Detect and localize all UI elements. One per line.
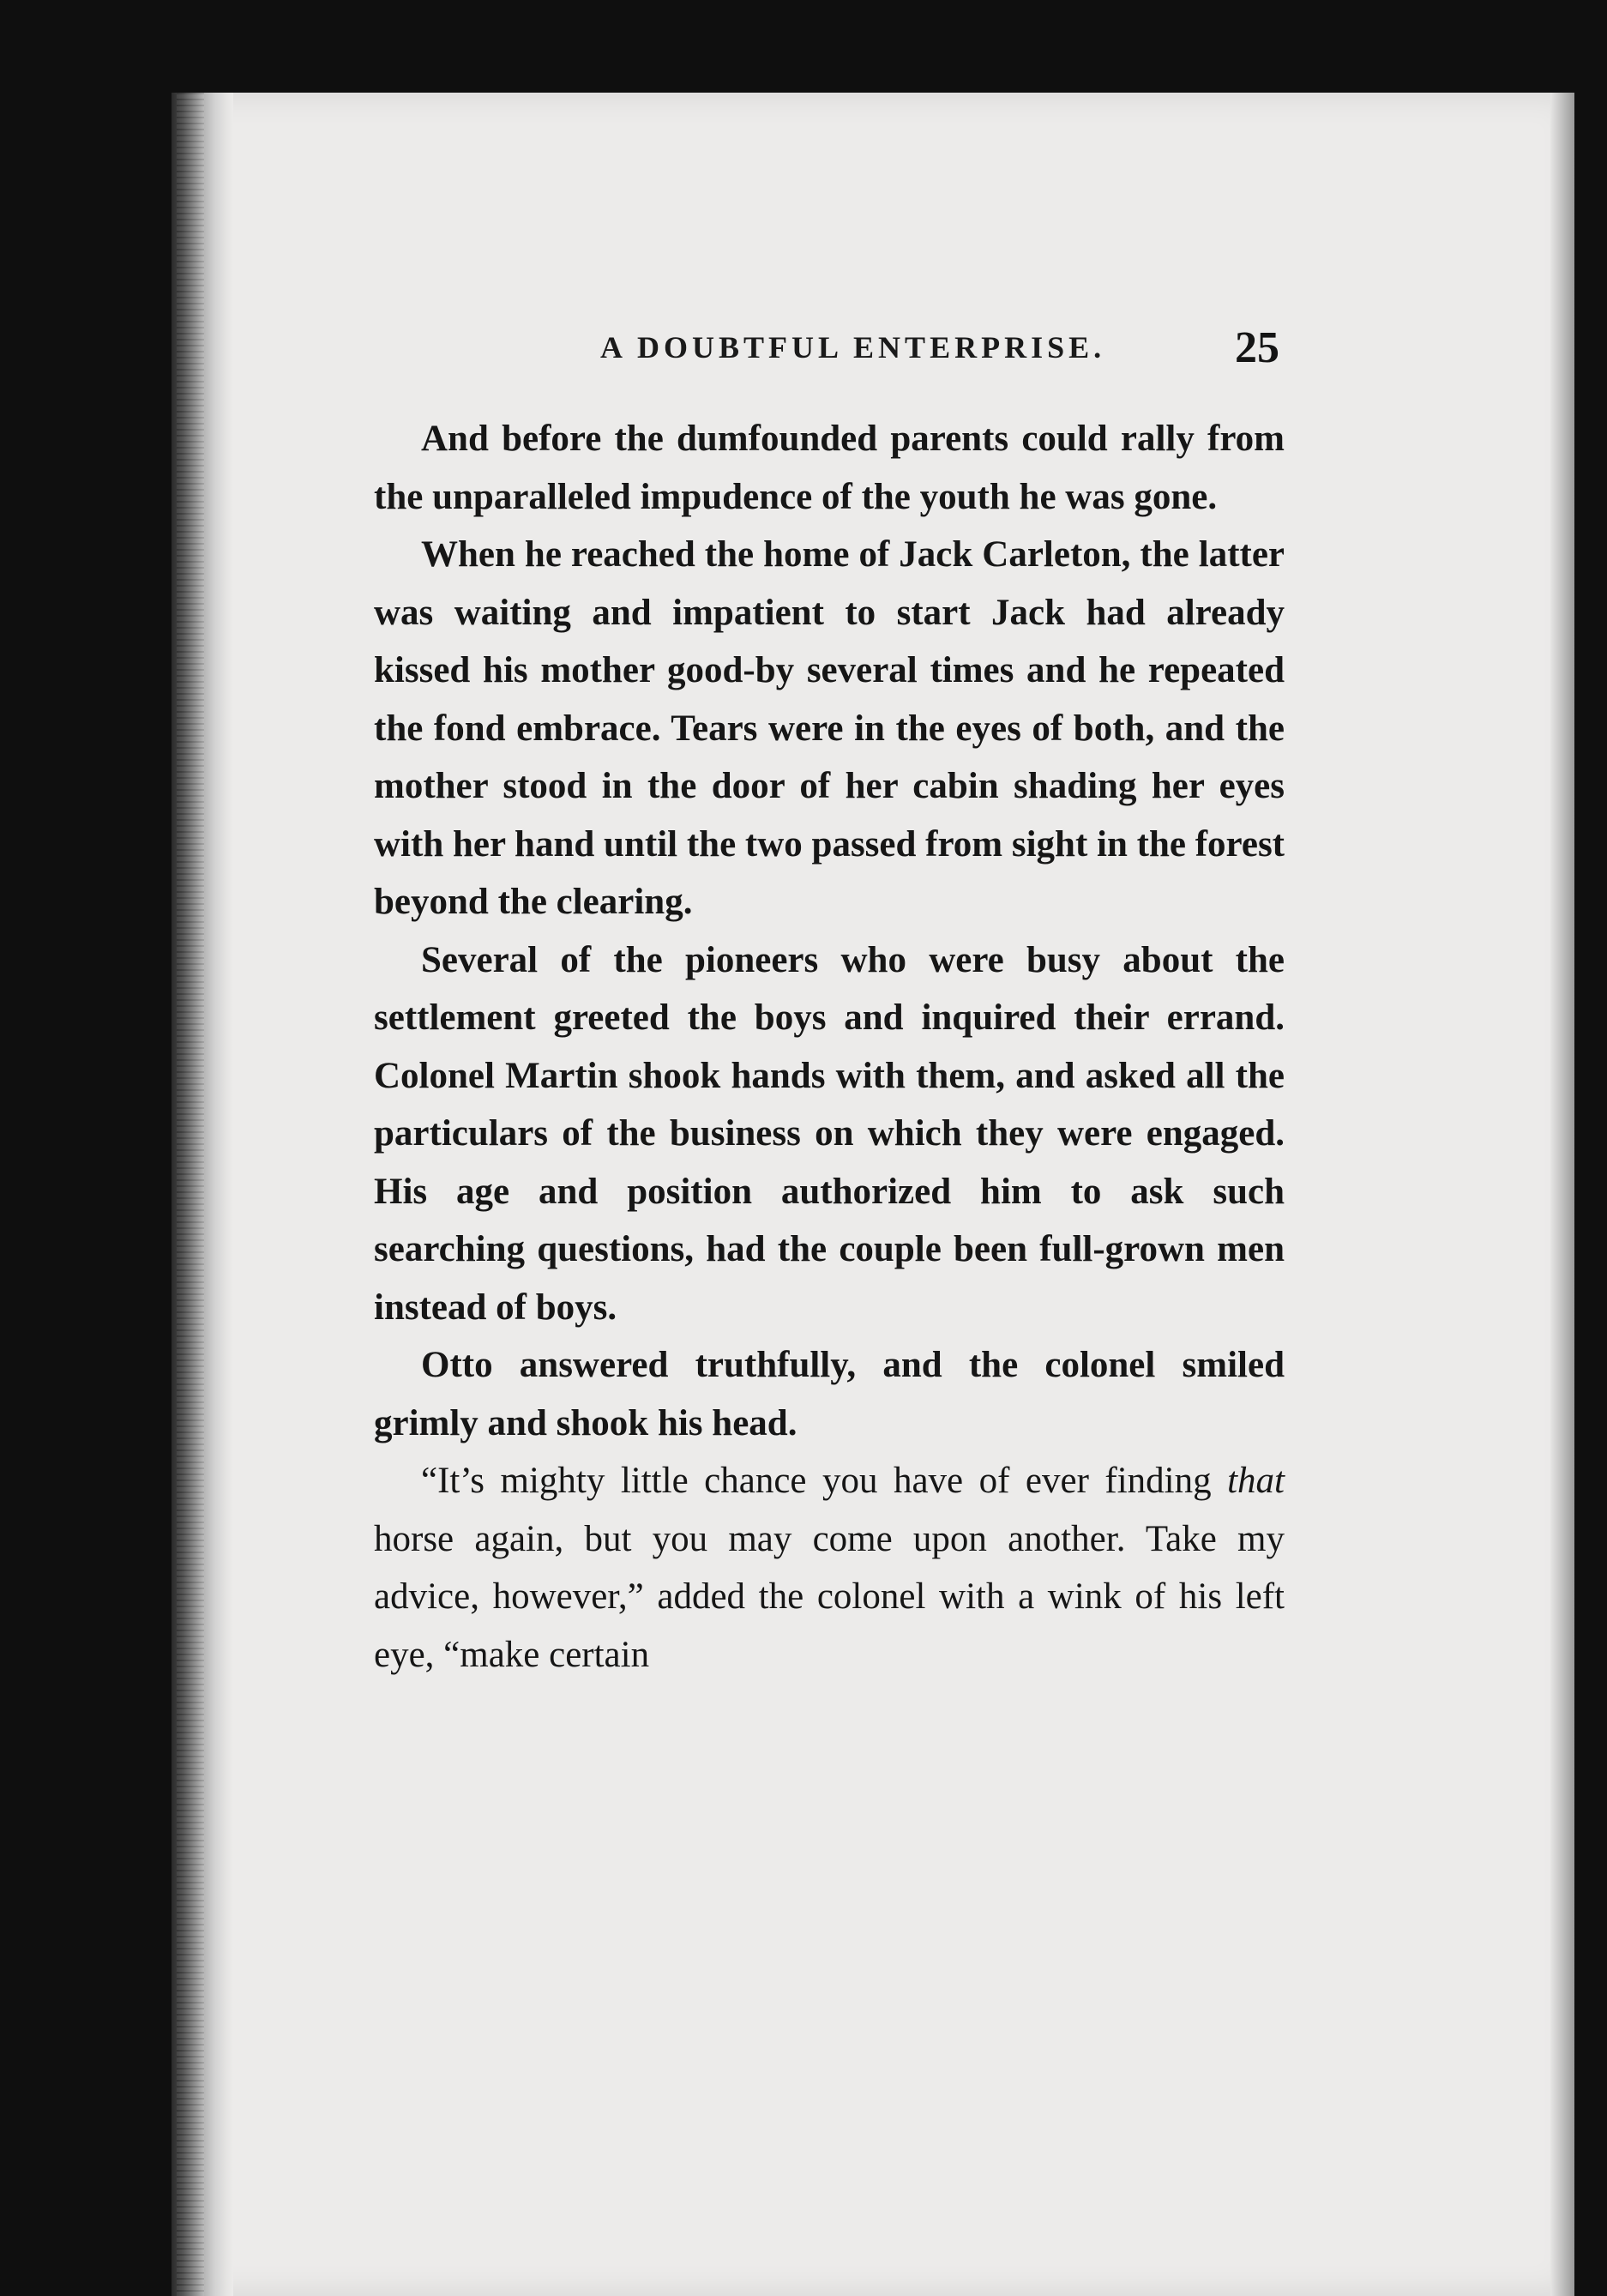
page-header <box>600 322 1286 374</box>
gutter-texture <box>177 93 204 2296</box>
paragraph-1: And before the dumfounded parents could rally from the unparalleled impudence of the youth he was gone. <box>374 419 1285 517</box>
page-number: 25 <box>1235 323 1279 372</box>
paragraph-5 <box>374 1452 1285 1684</box>
body-text <box>374 410 1285 1684</box>
paragraph-5-start: “It’s mighty little chance you have of ever finding <box>421 1461 1228 1501</box>
paragraph-4: Otto answered truthfully, and the colonel smiled grimly and shook his head. <box>374 1345 1285 1443</box>
running-head: A DOUBTFUL ENTERPRISE. <box>600 330 1106 365</box>
page-edge-shadow <box>1550 93 1574 2296</box>
paragraph-2: When he reached the home of Jack Carleton, the latter was waiting and impatient to start Jack had already kissed his mother good-by several times and he repeated the fond embrace. Tears were in the eyes of both, and the mother stood in the door of her cabin shading her eyes with her hand until the two passed from sight in the forest beyond the clearing. <box>374 534 1285 922</box>
paragraph-3: Several of the pioneers who were busy about the settlement greeted the boys and inquired their errand. Colonel Martin shook hands with them, and asked all the particulars of the business on which they were engaged. His age and position authorized him to ask such searching questions, had the couple been full-grown men instead of boys. <box>374 939 1285 1328</box>
paragraph-5-end: horse again, but you may come upon another. Take my advice, however,” added the colonel with a wink of his left eye, “make certain <box>374 1518 1285 1675</box>
emphasized-word: that <box>1227 1461 1285 1501</box>
